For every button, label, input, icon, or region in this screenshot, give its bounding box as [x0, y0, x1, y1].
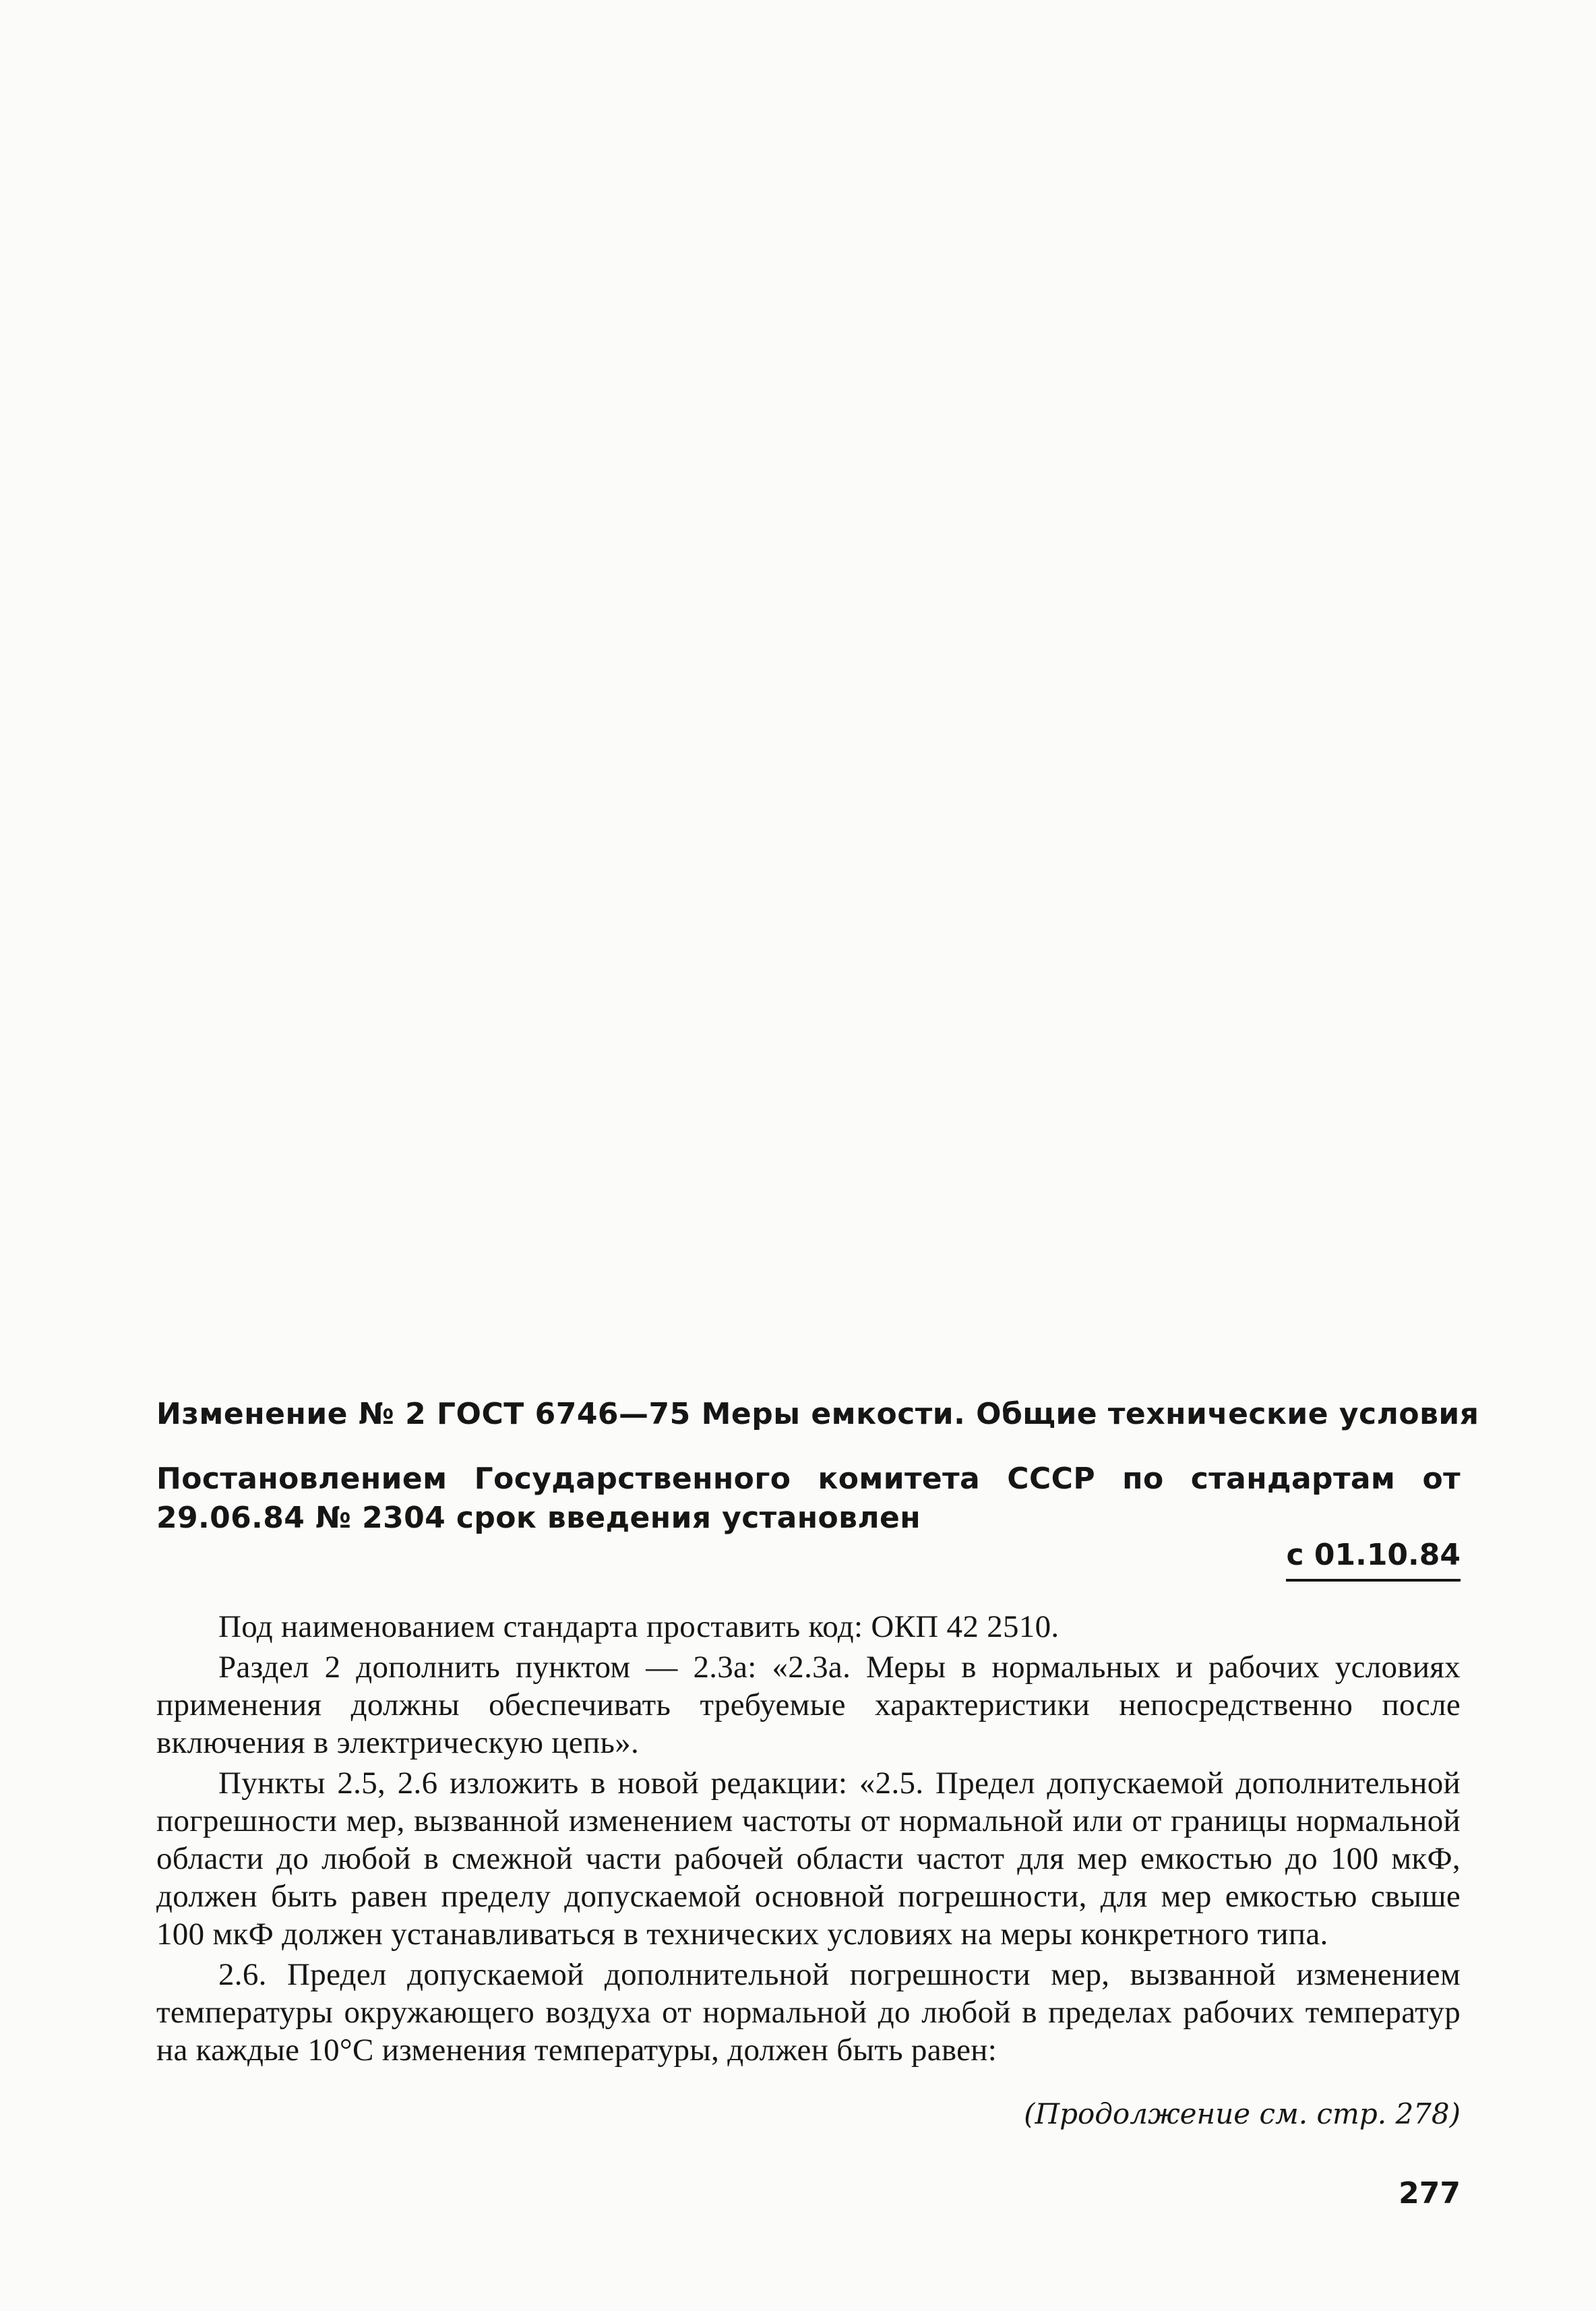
continuation-note: (Продолжение см. стр. 278)	[1024, 2097, 1461, 2130]
paragraph-section-2-3a: Раздел 2 дополнить пунктом — 2.3а: «2.3а. Меры в нормальных и рабочих условиях применения должны обеспечивать требуемые характеристики непосредственно после включения в электрическую цепь».	[156, 1650, 1461, 1760]
effective-date: с 01.10.84	[1286, 1536, 1461, 1582]
paragraph-item-2-6: 2.6. Предел допускаемой дополнительной погрешности мер, вызванной изменением температуры окружающего воздуха от нормальной до любой в пределах рабочих температур на каждые 10°С изменения температуры, должен быть равен:	[156, 1957, 1461, 2068]
paragraph-okp-code: Под наименованием стандарта проставить код: ОКП 42 2510.	[218, 1609, 1060, 1644]
amendment-body	[156, 1608, 1461, 2069]
paragraph-items-2-5: Пункты 2.5, 2.6 изложить в новой редакции: «2.5. Предел допускаемой дополнительной погрешности мер, вызванной изменением частоты от нормальной или от границы нормальной области до любой в смежной части рабочей области частот для мер емкостью до 100 мкФ, должен быть равен пределу допускаемой основной погрешности, для мер емкостью свыше 100 мкФ должен устанавливаться в технических условиях на меры конкретного типа.	[156, 1766, 1461, 1952]
decree-statement: Постановлением Государственного комитета СССР по стандартам от 29.06.84 № 2304 срок введения установлен	[156, 1462, 1461, 1535]
amendment-heading: Изменение № 2 ГОСТ 6746—75 Меры емкости. Общие технические условия	[156, 1397, 1479, 1431]
page-number: 277	[1399, 2176, 1461, 2211]
